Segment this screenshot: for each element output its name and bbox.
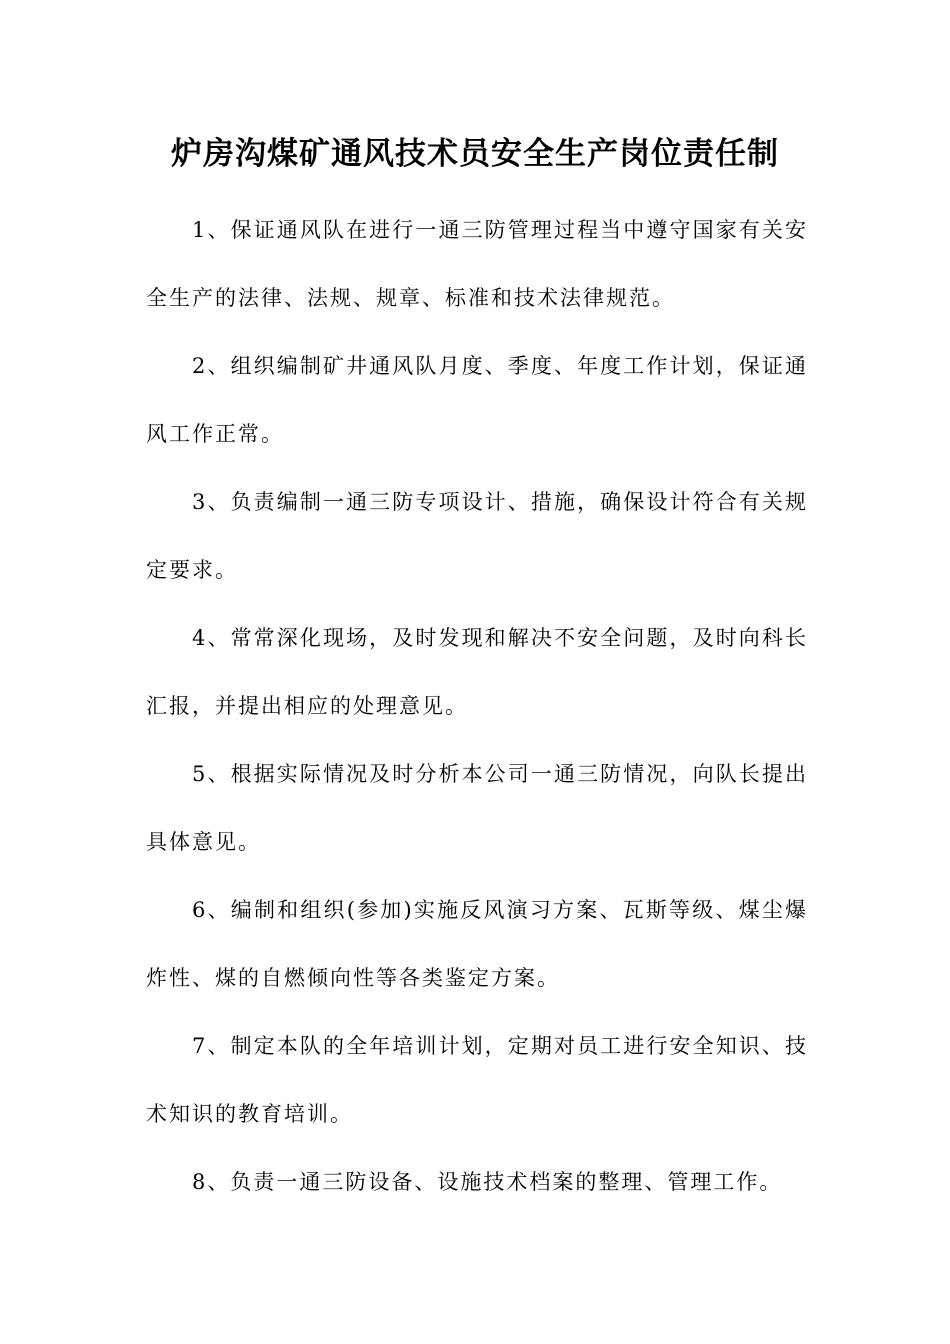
paragraph-1: 1、保证通风队在进行一通三防管理过程当中遵守国家有关安全生产的法律、法规、规章、标准和技术法律规范。 <box>146 218 808 310</box>
paragraph-3: 3、负责编制一通三防专项设计、措施，确保设计符合有关规定要求。 <box>146 490 808 582</box>
document-body <box>146 196 808 1216</box>
paragraph-7: 7、制定本队的全年培训计划，定期对员工进行安全知识、技术知识的教育培训。 <box>146 1034 808 1126</box>
paragraph-8: 8、负责一通三防设备、设施技术档案的整理、管理工作。 <box>192 1170 783 1194</box>
paragraph-6: 6、编制和组织(参加)实施反风演习方案、瓦斯等级、煤尘爆炸性、煤的自燃倾向性等各类鉴定方案。 <box>146 898 808 990</box>
paragraph-5: 5、根据实际情况及时分析本公司一通三防情况，向队长提出具体意见。 <box>146 762 808 854</box>
paragraph-4: 4、常常深化现场，及时发现和解决不安全问题，及时向科长汇报，并提出相应的处理意见。 <box>146 626 808 718</box>
paragraph-2: 2、组织编制矿井通风队月度、季度、年度工作计划，保证通风工作正常。 <box>146 354 808 446</box>
document-title: 炉房沟煤矿通风技术员安全生产岗位责任制 <box>171 136 779 172</box>
